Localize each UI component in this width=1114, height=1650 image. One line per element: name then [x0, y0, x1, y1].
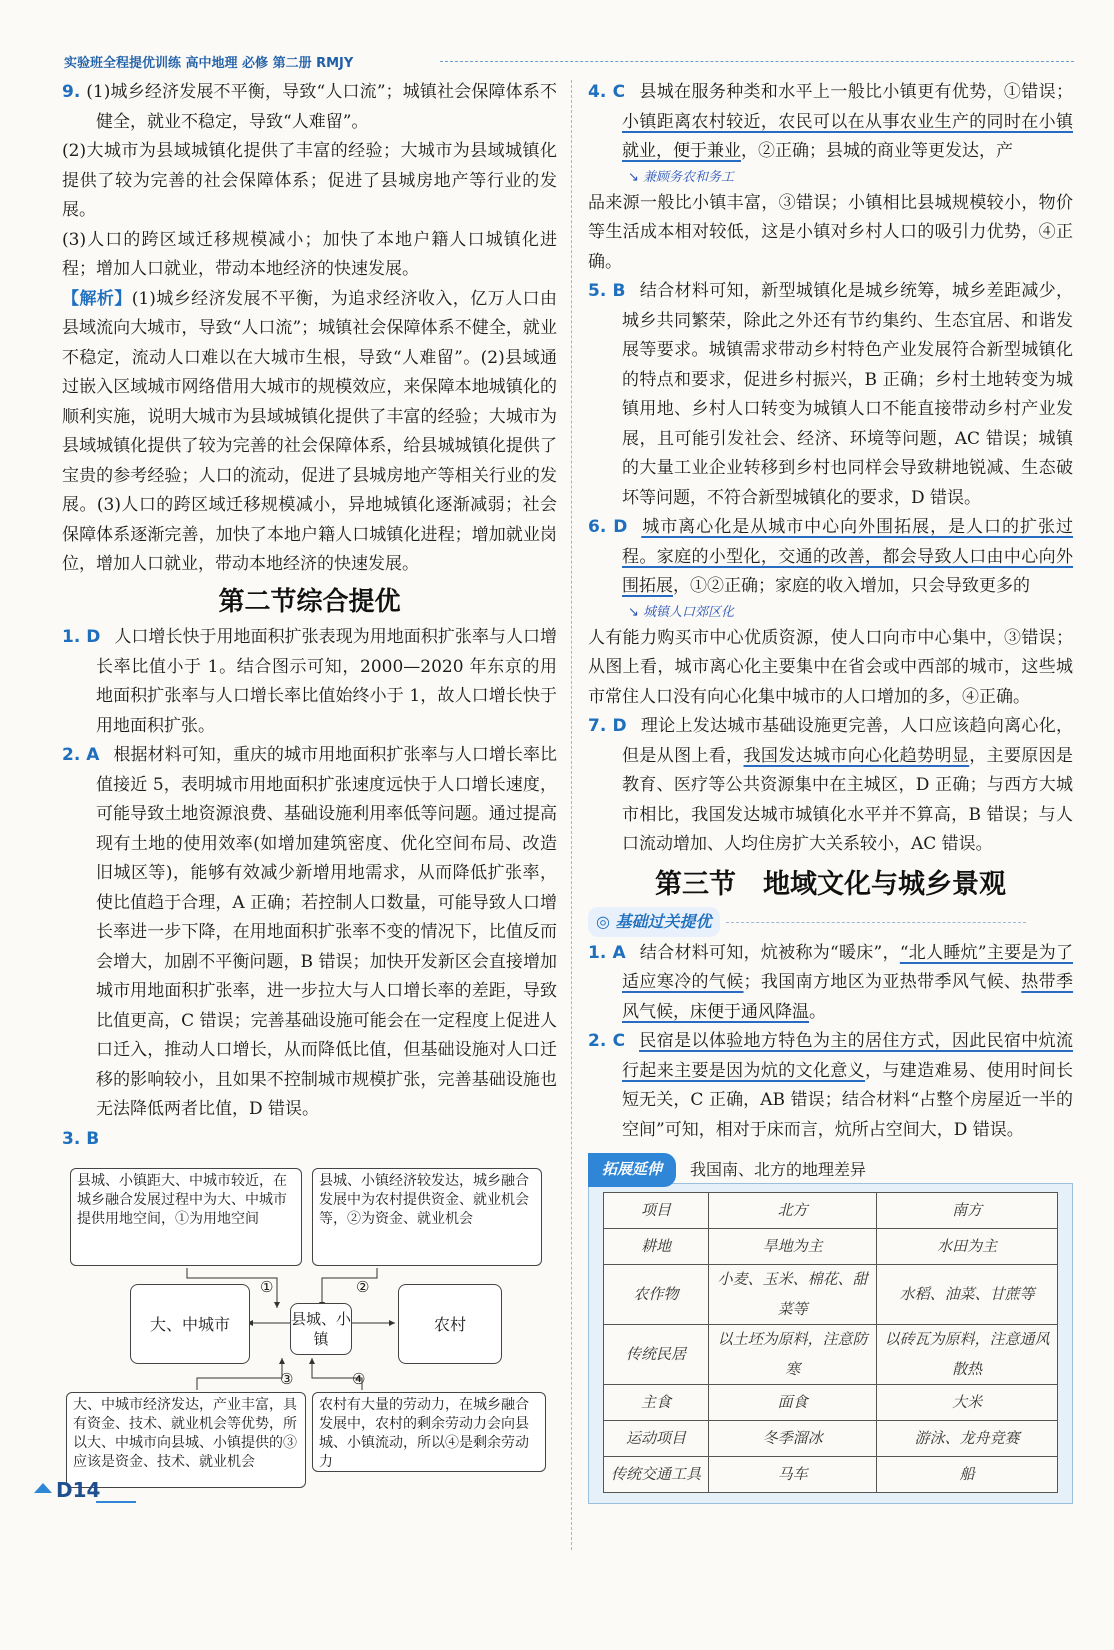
- s3-q2: 2. C 民宿是以体验地方特色为主的居住方式，因此民宿中炕流行起来主要是因为炕的文化意义，与建造难易、使用时间长短无关，C 正确，AB 错误；结合材料“占整个房屋近一半的空间”可知，相对于床而言，炕所占空间大，D 错误。: [588, 1031, 1074, 1140]
- node-countryside: 农村: [398, 1284, 502, 1364]
- table-row: [604, 1325, 1058, 1385]
- table-row: [604, 1421, 1058, 1457]
- r-q7-underline: 我国发达城市向心化趋势明显: [743, 745, 970, 766]
- table-cell: 冬季溜冰: [709, 1421, 877, 1457]
- extension-title: 我国南、北方的地理差异: [690, 1160, 867, 1180]
- table-cell: 水田为主: [877, 1229, 1058, 1265]
- s3-q2-underline: 民宿是以体验地方特色为主的居住方式，因此民宿中炕流行起来主要是因为炕的文化意义: [622, 1031, 1074, 1081]
- table-header-cell: 南方: [877, 1193, 1058, 1229]
- table-cell: 面食: [709, 1385, 877, 1421]
- marker-2: ②: [356, 1278, 370, 1296]
- header-rule: [440, 61, 1074, 62]
- arrow-icon: ↘: [628, 604, 644, 620]
- table-cell: 传统交通工具: [604, 1457, 709, 1493]
- q9-part3: (3)人口的跨区域迁移规模减小；加快了本地户籍人口城镇化进程；增加人口就业，带动本地经济的快速发展。: [62, 229, 557, 279]
- node-county-town: 县城、小镇: [290, 1303, 352, 1355]
- s2-q1: 1. D 人口增长快于用地面积扩张表现为用地面积扩张率与人口增长率比值小于 1。结合图示可知，2000—2020 年东京的用地面积扩张率与人口增长率比值始终小于 1，故人口增长快于用地面积扩张。: [62, 627, 557, 736]
- target-icon: ◎: [596, 912, 616, 931]
- table-cell: 耕地: [604, 1229, 709, 1265]
- s2-q3: 3. B: [62, 1128, 100, 1149]
- q9-part1: 9. (1)城乡经济发展不平衡，导致“人口流”；城镇社会保障体系不健全，就业不稳定，导致“人难留”。: [62, 82, 557, 132]
- table-cell: 主食: [604, 1385, 709, 1421]
- flow-diagram: [62, 1158, 557, 1488]
- node-big-city: 大、中城市: [130, 1284, 250, 1364]
- q9-analysis: 【解析】(1)城乡经济发展不平衡，为追求经济收入，亿万人口由县域流向大城市，导致“人口流”；城镇社会保障体系不健全，就业不稳定，流动人口难以在大城市生根，导致“人难留”。(2)县域通过嵌入区域城市网络借用大城市的规模效应，来保障本地城镇化的顺利实施，说明大城市为县域城镇化提供了丰富的经验；大城市为县域城镇化提供了较为完善的社会保障体系，给县城城镇化提供了宝贵的参考经验；人口的流动，促进了县城房地产等相关行业的发展。(3)人口的跨区域迁移规模减小，异地城镇化逐渐减弱；社会保障体系逐渐完善，加快了本地户籍人口城镇化进程；增加就业岗位，增加人口就业，带动本地经济的快速发展。: [62, 288, 557, 574]
- table-row: [604, 1229, 1058, 1265]
- arrow-icon: ↘: [628, 169, 644, 185]
- table-cell: 以土坯为原料，注意防寒: [709, 1325, 877, 1385]
- extension-panel: [588, 1157, 1073, 1504]
- r-q6-rest: 人有能力购买市中心优质资源，使人口向市中心集中，③错误；从图上看，城市离心化主要集中在省会或中西部的城市，这些城市常住人口没有向心化集中城市的人口增加的多，④正确。: [588, 627, 1073, 707]
- r-q6-handnote: ↘ 城镇人口郊区化: [628, 604, 735, 620]
- s3-q1: 1. A 结合材料可知，炕被称为“暖床”，“北人睡炕”主要是为了适应寒冷的气候；我国南方地区为亚热带季风气候、热带季风气候，床便于通风降温。: [588, 942, 1074, 1022]
- table-cell: 马车: [709, 1457, 877, 1493]
- table-header-cell: 北方: [709, 1193, 877, 1229]
- table-cell: 以砖瓦为原料，注意通风散热: [877, 1325, 1058, 1385]
- r-q4-handnote: ↘ 兼顾务农和务工: [628, 169, 735, 185]
- s3-q1-underline: “北人睡炕”主要是为了适应寒冷的气候: [622, 942, 1073, 992]
- r-q7: 7. D 理论上发达城市基础设施更完善，人口应该趋向离心化，但是从图上看，我国发达城市向心化趋势明显，主要原因是教育、医疗等公共资源集中在主城区，D 正确；与西方大城市相比，我国发达城市城镇化水平并不算高，B 错误；与人口流动增加、人均住房扩大关系较小，AC 错误。: [588, 716, 1074, 854]
- r-q4-rest: 品来源一般比小镇丰富，③错误；小镇相比县城规模较小，物价等生活成本相对较低，这是小镇对乡村人口的吸引力优势，④正确。: [588, 192, 1073, 272]
- left-column: [62, 78, 557, 1488]
- north-south-table: [603, 1192, 1058, 1493]
- table-row: [604, 1457, 1058, 1493]
- box-top-left: 县城、小镇距大、中城市较近，在城乡融合发展过程中为大、中城市提供用地空间，①为用地空间: [70, 1168, 302, 1266]
- table-row: [604, 1385, 1058, 1421]
- box-top-right: 县城、小镇经济较发达，城乡融合发展中为农村提供资金、就业机会等，②为资金、就业机会: [312, 1168, 542, 1266]
- table-header-cell: 项目: [604, 1193, 709, 1229]
- box-bottom-right: 农村有大量的劳动力，在城乡融合发展中，农村的剩余劳动力会向县城、小镇流动，所以④是剩余劳动力: [312, 1392, 546, 1472]
- table-cell: 游泳、龙舟竞赛: [877, 1421, 1058, 1457]
- box-bottom-left: 大、中城市经济发达，产业丰富，具有资金、技术、就业机会等优势，所以大、中城市向县城、小镇提供的③应该是资金、技术、就业机会: [66, 1392, 306, 1488]
- table-cell: 大米: [877, 1385, 1058, 1421]
- table-cell: 传统民居: [604, 1325, 709, 1385]
- right-column: [588, 78, 1073, 1504]
- r-q4-underline: 小镇距离农村较近，农民可以在从事农业生产的同时在小镇就业，便于兼业: [622, 111, 1073, 161]
- table-cell: 小麦、玉米、棉花、甜菜等: [709, 1265, 877, 1325]
- page-footer: [34, 1478, 100, 1502]
- home-icon: [34, 1483, 52, 1493]
- marker-3: ③: [280, 1370, 294, 1388]
- basic-badge-row: [588, 903, 1073, 939]
- q9-part2: (2)大城市为县域城镇化提供了丰富的经验；大城市为县域城镇化提供了较为完善的社会保障体系；促进了县城房地产等行业的发展。: [62, 141, 557, 220]
- table-cell: 运动项目: [604, 1421, 709, 1457]
- extension-badge: 拓展延伸: [588, 1153, 676, 1187]
- extension-box: [588, 1183, 1073, 1504]
- table-cell: 农作物: [604, 1265, 709, 1325]
- r-q5: 5. B 结合材料可知，新型城镇化是城乡统筹，城乡差距减少，城乡共同繁荣，除此之外还有节约集约、生态宜居、和谐发展等要求。城镇需求带动乡村特色产业发展符合新型城镇化的特点和要求，促进乡村振兴，B 正确；乡村土地转变为城镇用地、乡村人口转变为城镇人口不能直接带动乡村产业发展，且可能引发社会、经济、环境等问题，AC 错误；城镇的大量工业企业转移到乡村也同样会导致耕地锐减、生态破坏等问题，不符合新型城镇化的要求，D 错误。: [588, 281, 1074, 508]
- table-header-row: [604, 1193, 1058, 1229]
- marker-1: ①: [260, 1278, 274, 1296]
- running-header: 实验班全程提优训练 高中地理 必修 第二册 RMJY: [64, 56, 354, 71]
- section-3-title: 第三节 地域文化与城乡景观: [655, 868, 1006, 900]
- footer-rule: [96, 1501, 136, 1503]
- extension-header: [588, 1157, 1073, 1183]
- section-2-title: 第二节综合提优: [218, 586, 401, 617]
- r-q6-underline: 城市离心化是从城市中心向外围拓展，是人口的扩张过程。家庭的小型化，交通的改善，都会导致人口由中心向外围拓展: [622, 517, 1073, 596]
- s3-q1-underline2: 热带季风气候，床便于通风降温: [622, 972, 1074, 1022]
- column-divider: [571, 80, 572, 1550]
- r-q6: 6. D 城市离心化是从城市中心向外围拓展，是人口的扩张过程。家庭的小型化，交通的改善，都会导致人口由中心向外围拓展，①②正确；家庭的收入增加，只会导致更多的: [588, 517, 1073, 596]
- table-cell: 旱地为主: [709, 1229, 877, 1265]
- basic-badge: ◎ 基础过关提优: [588, 907, 720, 937]
- table-cell: 船: [877, 1457, 1058, 1493]
- table-cell: 水稻、油菜、甘蔗等: [877, 1265, 1058, 1325]
- badge-rule: [726, 922, 1026, 923]
- r-q4: 4. C 县城在服务种类和水平上一般比小镇更有优势，①错误；小镇距离农村较近，农民可以在从事农业生产的同时在小镇就业，便于兼业，②正确；县城的商业等更发达，产: [588, 82, 1074, 161]
- marker-4: ④: [352, 1370, 366, 1388]
- table-row: [604, 1265, 1058, 1325]
- s2-q2: 2. A 根据材料可知，重庆的城市用地面积扩张率与人口增长率比值接近 5，表明城市用地面积扩张速度远快于人口增长速度，可能导致土地资源浪费、基础设施利用率低等问题。通过提高现有土地的使用效率(如增加建筑密度、优化空间布局、改造旧城区等)，能够有效减少新增用地需求，从而降低扩张率，使比值趋于合理，A 正确；若控制人口数量，可能导致人口增长率进一步下降，在用地面积扩张率不变的情况下，比值反而会增大，加剧不平衡问题，B 错误；加快开发新区会直接增加城市用地面积扩张率，进一步拉大与人口增长率的差距，导致比值更高，C 错误；完善基础设施可能会在一定程度上促进人口迁入，推动人口增长，从而降低比值，但基础设施对人口迁移的影响较小，且如果不控制城市规模扩张，完善基础设施也无法降低两者比值，D 错误。: [62, 745, 558, 1119]
- page-number: D14: [56, 1478, 101, 1502]
